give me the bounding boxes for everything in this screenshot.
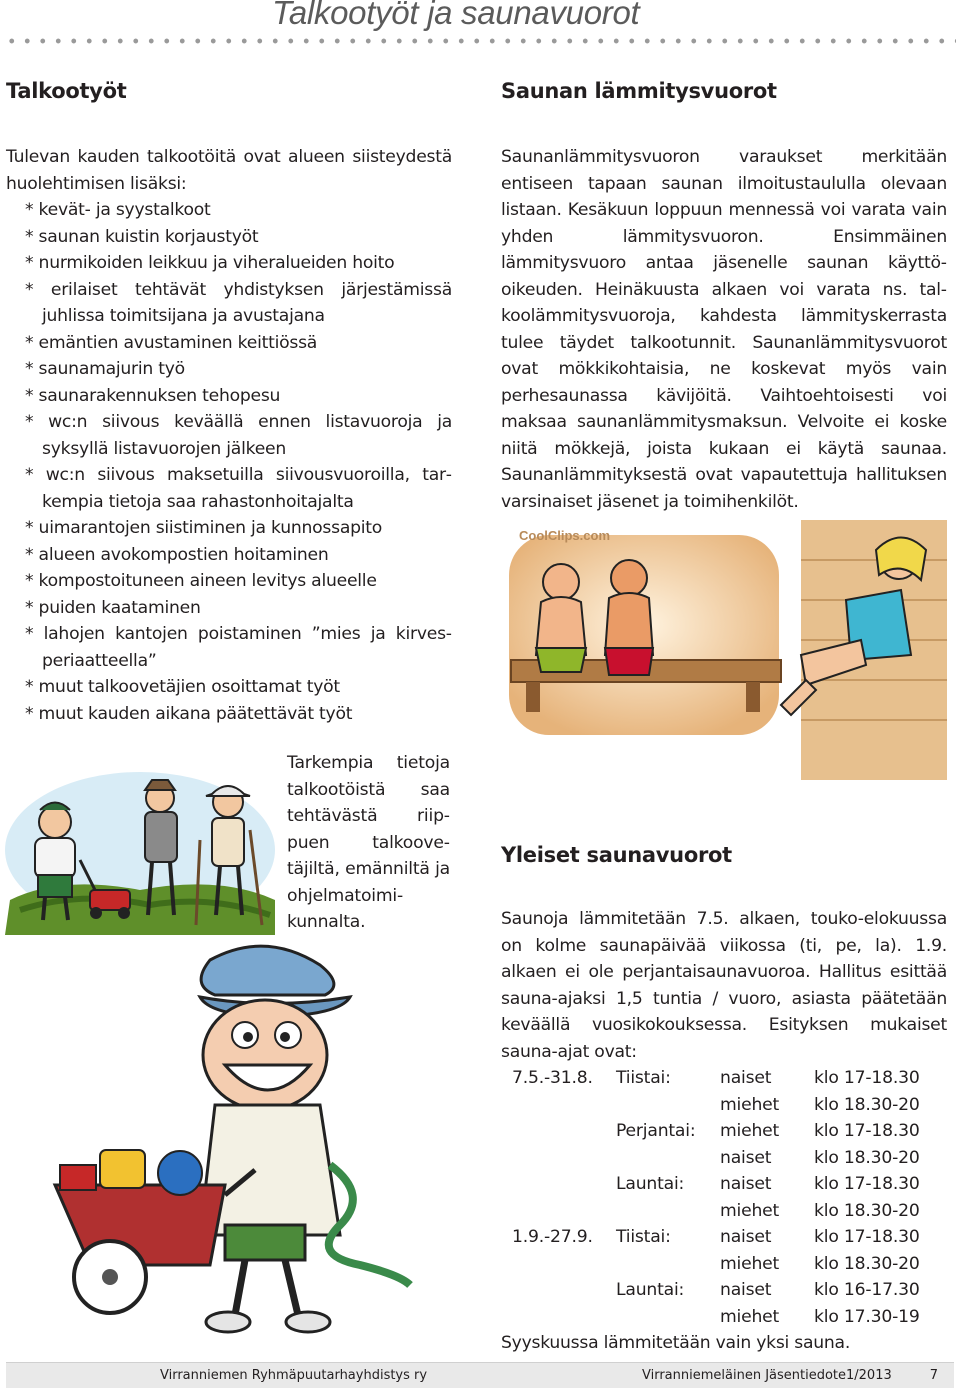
schedule-row (501, 1277, 920, 1304)
schedule-group: miehet (720, 1121, 780, 1141)
page-footer (6, 1362, 954, 1388)
schedule-row (501, 1251, 920, 1278)
schedule-time: klo 18.30-20 (814, 1253, 920, 1274)
schedule-day: Tiistai: (616, 1227, 671, 1247)
list-item: * kevät- ja syystalkoot (25, 200, 211, 220)
schedule-group: miehet (720, 1200, 780, 1221)
schedule-group: naiset (720, 1174, 772, 1194)
schedule-row (501, 1224, 920, 1251)
schedule-group: naiset (720, 1147, 772, 1168)
list-item: * saunamajurin työ (25, 359, 185, 379)
schedule-time: klo 17-18.30 (814, 1068, 920, 1088)
schedule-day (616, 1198, 720, 1225)
lammitysvuorot-text: Saunanlämmitysvuoron varaukset merkitään entiseen tapaan saunan ilmoitustaululla olevaan listaan. Kesäkuun loppuun mennessä voi varata vain yhden lämmitysvuoron. Ensimmäinen lämmitysvuoro antaa jäsenelle saunan käyttöoikeuden. Heinäkuusta alkaen voi varata ns. talkoolämmitysvuoroja, kahdesta lämmityskerrasta tulee täydet talkootunnit. Saunanlämmitysvuorot ovat mökkikohtaisia, ne koskevat myös vain perhesaunassa kävijöitä. Vaihtoehtoisesti voi maksaa saunanlämmitysmaksun. Velvoite ei koske niitä mökkejä, joista kukaan ei käytä saunaa. Saunanlämmityksestä ovat vapautettuja hallituksen varsinaiset jäsenet ja toimihenkilöt. (501, 147, 947, 512)
gardener-wheelbarrow-illustration (40, 935, 440, 1350)
schedule-group: naiset (720, 1227, 772, 1247)
schedule-day: Tiistai: (616, 1068, 671, 1088)
schedule-day (616, 1304, 720, 1331)
yleiset-saunavuorot-text: Saunoja lämmitetään 7.5. alkaen, touko-elokuussa on kolme saunapäivää viikossa (ti, pe, la). 1.9. alkaen ei ole perjantaisaunavuoroa. Hallitus esittää sauna-ajaksi 1,5 tuntia / vuoro, asiasta päätetään keväällä vuosikokouksessa. Esityksen mukaiset sauna-ajat ovat: (501, 909, 947, 1062)
schedule-day: Perjantai: (616, 1121, 696, 1141)
footer-org: Virranniemen Ryhmäpuutarhayhdistys ry (160, 1368, 428, 1383)
left-column (6, 74, 452, 727)
schedule-time: klo 16-17.30 (814, 1280, 920, 1300)
page-number: 7 (929, 1368, 938, 1383)
schedule-group: miehet (720, 1306, 780, 1327)
schedule-period: 1.9.-27.9. (512, 1227, 593, 1247)
schedule-row (501, 1092, 920, 1119)
schedule-time: klo 17.30-19 (814, 1306, 920, 1327)
lammitysvuorot-heading: Saunan lämmitysvuorot (501, 79, 777, 103)
schedule-period (501, 1251, 616, 1278)
schedule-period: 7.5.-31.8. (512, 1068, 593, 1088)
schedule-row (501, 1118, 920, 1145)
list-item: * kompostoituneen aineen levitys alueelle (25, 571, 377, 591)
schedule-time: klo 18.30-20 (814, 1200, 920, 1221)
talkootyot-intro: Tulevan kauden talkootöitä ovat alueen siisteydestä huolehtimisen lisäksi: (6, 147, 452, 194)
list-item: * emäntien avustaminen keittiössä (25, 332, 318, 353)
list-item: * alueen avokompostien hoitaminen (25, 544, 329, 565)
schedule-row (501, 1145, 920, 1172)
sauna-illustration-wrap (501, 520, 947, 820)
schedule-period (501, 1198, 616, 1225)
list-item: * saunan kuistin korjaustyöt (25, 226, 259, 247)
schedule-row (501, 1198, 920, 1225)
schedule-day (616, 1145, 720, 1172)
footer-issue: Virranniemeläinen Jäsentiedote1/2013 (642, 1368, 892, 1383)
schedule-time: klo 17-18.30 (814, 1174, 920, 1194)
sauna-schedule-table (501, 1065, 920, 1330)
list-item: * puiden kaataminen (25, 597, 201, 618)
list-item: * wc:n siivous keväällä ennen listavuoroja ja syksyllä listavuorojen jälkeen (25, 412, 452, 459)
schedule-period (501, 1118, 616, 1145)
talkootyot-list (6, 197, 452, 727)
schedule-time: klo 18.30-20 (814, 1147, 920, 1168)
list-item: * saunarakennuksen tehopesu (25, 385, 281, 406)
schedule-day (616, 1092, 720, 1119)
schedule-period (501, 1304, 616, 1331)
schedule-day: Launtai: (616, 1174, 685, 1194)
schedule-row (501, 1171, 920, 1198)
schedule-day (616, 1251, 720, 1278)
schedule-group: miehet (720, 1253, 780, 1274)
schedule-period (501, 1092, 616, 1119)
right-column (501, 74, 947, 1357)
schedule-row (501, 1304, 920, 1331)
schedule-group: naiset (720, 1280, 772, 1300)
schedule-group: miehet (720, 1094, 780, 1115)
list-item: * wc:n siivous maksetuilla siivousvuoroilla, tarkempia tietoja saa rahastonhoitajalta (25, 465, 452, 512)
schedule-period (501, 1171, 616, 1198)
schedule-day: Launtai: (616, 1280, 685, 1300)
page-title: Talkootyöt ja saunavuorot (272, 0, 640, 31)
schedule-group: naiset (720, 1068, 772, 1088)
watermark: CoolClips.com (519, 528, 611, 543)
list-item: * muut kauden aikana päätettävät työt (25, 703, 353, 724)
list-item: * nurmikoiden leikkuu ja viheralueiden hoito (25, 253, 395, 273)
schedule-time: klo 17-18.30 (814, 1227, 920, 1247)
list-item: * uimarantojen siistiminen ja kunnossapito (25, 518, 383, 538)
schedule-row (501, 1065, 920, 1092)
schedule-closing: Syyskuussa lämmitetään vain yksi sauna. (501, 1333, 851, 1353)
schedule-period (501, 1145, 616, 1172)
list-item: * erilaiset tehtävät yhdistyksen järjestämissä juhlissa toimitsijana ja avustajana (25, 279, 452, 326)
list-item: * lahojen kantojen poistaminen ”mies ja kirvesperiaatteella” (25, 624, 452, 671)
sauna-illustration (501, 520, 947, 810)
talkootyot-heading: Talkootyöt (6, 79, 127, 103)
schedule-period (501, 1277, 616, 1304)
list-item: * muut talkoovetäjien osoittamat työt (25, 677, 340, 697)
dotted-divider (4, 38, 956, 44)
schedule-time: klo 17-18.30 (814, 1121, 920, 1141)
talkootyot-caption: Tarkempia tietoja talkootöistä saa tehtävästä riippuen talkoovetäjiltä, emänniltä ja ohjelmatoimikunnalta. (287, 753, 450, 932)
yleiset-saunavuorot-heading: Yleiset saunavuorot (501, 843, 732, 867)
schedule-time: klo 18.30-20 (814, 1094, 920, 1115)
garden-workers-illustration (0, 750, 280, 935)
